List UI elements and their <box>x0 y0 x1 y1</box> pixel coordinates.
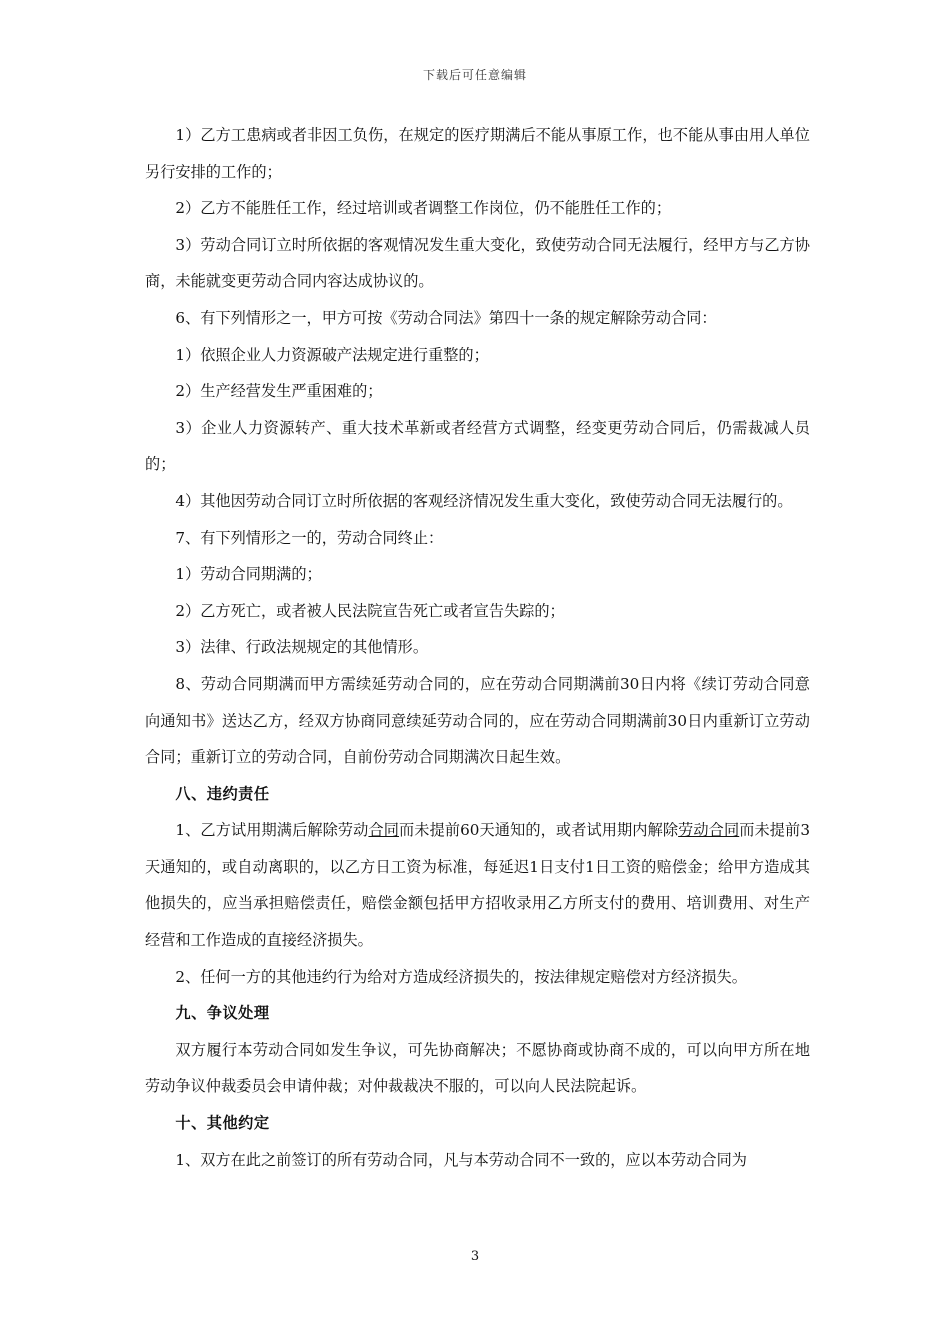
text-segment: 1、乙方试用期满后解除劳动 <box>175 821 369 840</box>
paragraph: 3）企业人力资源转产、重大技术革新或者经营方式调整，经变更劳动合同后，仍需裁减人员的； <box>145 418 810 474</box>
paragraph: 3）劳动合同订立时所依据的客观情况发生重大变化，致使劳动合同无法履行，经甲方与乙方协商，未能就变更劳动合同内容达成协议的。 <box>145 235 810 291</box>
paragraph: 3）法律、行政法规规定的其他情形。 <box>175 638 429 657</box>
paragraph: 8、劳动合同期满而甲方需续延劳动合同的，应在劳动合同期满前30日内将《续订劳动合同意向通知书》送达乙方，经双方协商同意续延劳动合同的，应在劳动合同期满前30日内重新订立劳动合同；重新订立的劳动合同，自前份劳动合同期满次日起生效。 <box>145 674 810 767</box>
document-body <box>145 117 810 1178</box>
paragraph: 2）生产经营发生严重困难的； <box>175 382 383 401</box>
section-heading: 十、其他约定 <box>175 1114 270 1133</box>
paragraph: 1）依照企业人力资源破产法规定进行重整的； <box>175 345 489 364</box>
paragraph: 2、任何一方的其他违约行为给对方造成经济损失的，按法律规定赔偿对方经济损失。 <box>175 967 747 986</box>
paragraph: 7、有下列情形之一的，劳动合同终止： <box>175 528 444 547</box>
underlined-text: 合同 <box>368 821 400 840</box>
paragraph <box>145 812 810 958</box>
paragraph: 6、有下列情形之一，甲方可按《劳动合同法》第四十一条的规定解除劳动合同： <box>175 308 717 327</box>
paragraph: 双方履行本劳动合同如发生争议，可先协商解决；不愿协商或协商不成的，可以向甲方所在地劳动争议仲裁委员会申请仲裁；对仲裁裁决不服的，可以向人民法院起诉。 <box>145 1040 810 1096</box>
section-heading: 九、争议处理 <box>175 1004 270 1023</box>
section-heading: 八、违约责任 <box>175 784 270 803</box>
paragraph: 1）劳动合同期满的； <box>175 565 322 584</box>
paragraph: 1）乙方工患病或者非因工负伤，在规定的医疗期满后不能从事原工作，也不能从事由用人单位另行安排的工作的； <box>145 126 810 181</box>
text-segment: 而未提前3天通知的，或自动离职的，以乙方日工资为标准，每延迟1日支付1日工资的赔偿金；给甲方造成其他损失的，应当承担赔偿责任，赔偿金额包括甲方招收录用乙方所支付的费用、培训费用、对生产经营和工作造成的直接经济损失。 <box>145 821 811 950</box>
underlined-text: 劳动合同 <box>678 821 740 840</box>
paragraph: 2）乙方死亡，或者被人民法院宣告死亡或者宣告失踪的； <box>175 601 565 620</box>
paragraph: 1、双方在此之前签订的所有劳动合同，凡与本劳动合同不一致的，应以本劳动合同为 <box>175 1150 747 1169</box>
page-number: 3 <box>470 1249 480 1264</box>
page-header-note: 下载后可任意编辑 <box>422 68 527 82</box>
paragraph: 2）乙方不能胜任工作，经过培训或者调整工作岗位，仍不能胜任工作的； <box>175 199 672 218</box>
text-segment: 而未提前60天通知的，或者试用期内解除 <box>399 821 679 840</box>
paragraph: 4）其他因劳动合同订立时所依据的客观经济情况发生重大变化，致使劳动合同无法履行的。 <box>175 491 793 510</box>
